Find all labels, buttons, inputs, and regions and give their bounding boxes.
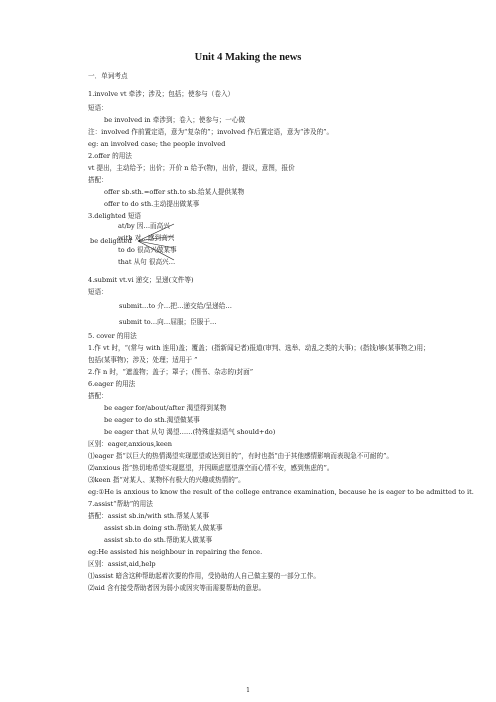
delighted-label: be delighted	[90, 237, 132, 245]
text-line: eg: an involved case; the people involved	[88, 140, 226, 148]
text-line: 区别：assist,aid,help	[88, 560, 156, 568]
text-line: 1.involve vt 牵涉；涉及；包括；使参与（卷入）	[88, 90, 235, 98]
page-number: 1	[246, 687, 250, 694]
text-line: be eager for/about/after 渴望得到某物	[104, 404, 227, 412]
text-line: eg:①He is anxious to know the result of the college entrance examination, because he is eager to be admitted to it.	[88, 488, 474, 496]
text-line: ⑴eager 指“以巨大的热情渴望实现愿望或达到目的”，有时也指“由于其他感情影响而表现急不可耐的”。	[88, 452, 394, 460]
text-line: submit…to 介…把…递交给/呈递给…	[119, 302, 232, 310]
text-line: ⑵aid 含有接受帮助者因为弱小或因灾等而需要帮助的意思。	[88, 584, 266, 592]
text-line: be eager to do sth.渴望做某事	[104, 416, 200, 424]
page-title: Unit 4 Making the news	[194, 52, 302, 63]
text-line: 4.submit vt.vi 递交；呈递(文件等)	[88, 276, 194, 284]
text-line: 搭配：assist sb.in/with sth.帮某人某事	[88, 512, 210, 520]
text-line: 搭配：	[88, 176, 108, 184]
text-line: be involved in 牵涉到；卷入；使参与；一心做	[104, 116, 246, 124]
delighted-option: that 从句 很高兴…	[118, 258, 176, 266]
delighted-option: with 对…感到高兴	[118, 234, 175, 242]
text-line: ⑵anxious 指“热切地希望实现愿望，并因顾虑愿望落空而心情不安，感到焦虑的”。	[88, 464, 334, 472]
text-line: 7.assist“帮助”的用法	[88, 500, 153, 508]
text-line: 短语：	[88, 104, 108, 112]
text-line: 2.offer 的用法	[88, 152, 132, 160]
text-line: 3.delighted 短语	[88, 212, 142, 220]
text-line: submit to…向…屈服；臣服于…	[119, 318, 217, 326]
text-line: 6.eager 的用法	[88, 380, 136, 388]
text-line: 注：involved 作前置定语，意为“复杂的”；involved 作后置定语，意为“涉及的”。	[88, 128, 334, 136]
text-line: ⑴assist 暗含这种帮助起着次要的作用，受协助的人自己做主要的一部分工作。	[88, 572, 320, 580]
text-line: 5. cover 的用法	[88, 332, 137, 340]
text-line: 区别：eager,anxious,keen	[88, 440, 173, 448]
text-line: ⑶keen 指“对某人、某物怀有极大的兴趣或热情的”。	[88, 476, 245, 484]
text-line: vt 提出，主动给予；出价；开价 n 给予(物)，出价，提议，意图，报价	[88, 164, 295, 172]
text-line: 短语：	[88, 288, 108, 296]
delighted-option: at/by 因…而高兴	[118, 222, 170, 230]
text-line: 1.作 vt 时，“(常与 with 连用)盖；覆盖；(指新闻记者)报道(审判、选举、动乱之类的大事)；(指钱)够(某事物之)用；	[88, 344, 430, 352]
text-line: assist sb.to do sth.帮助某人做某事	[104, 536, 213, 544]
text-line: eg:He assisted his neighbour in repairing the fence.	[88, 548, 263, 556]
delighted-phrase-diagram	[88, 220, 288, 268]
text-line: 搭配：	[88, 392, 108, 400]
text-line: 包括(某事物)；涉及；处理；适用于 ”	[88, 356, 198, 364]
text-line: assist sb.in doing sth.帮助某人做某事	[104, 524, 223, 532]
text-line: offer sb.sth.=offer sth.to sb.给某人提供某物	[104, 188, 245, 196]
text-line: 2.作 n 时，“遮盖物；盖子；罩子；(图书、杂志的)封面”	[88, 368, 254, 376]
section-heading: 一．单词考点	[88, 72, 128, 80]
delighted-option: to do 很高兴做某事	[118, 246, 177, 254]
text-line: offer to do sth.主动提出做某事	[104, 200, 200, 208]
text-line: be eager that 从句 渴望……(特殊虚拟语气 should+do)	[104, 428, 276, 436]
